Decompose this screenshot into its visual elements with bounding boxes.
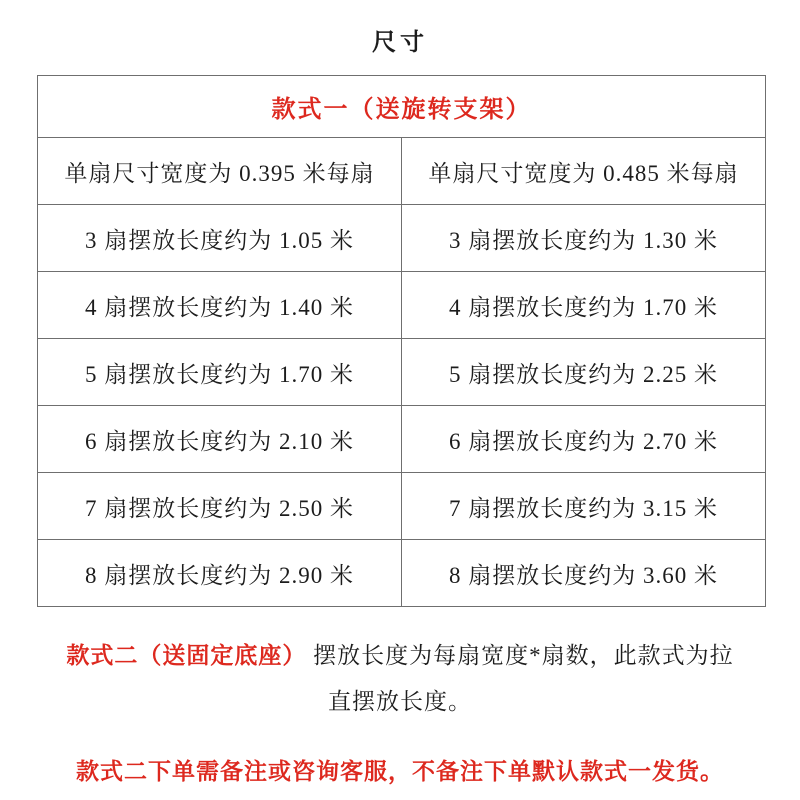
length-3-fans-left-cell: 3 扇摆放长度约为 1.05 米 <box>38 205 402 272</box>
table-row <box>38 540 766 607</box>
length-5-fans-left-cell: 5 扇摆放长度约为 1.70 米 <box>38 339 402 406</box>
table-row <box>38 138 766 205</box>
table-row <box>38 272 766 339</box>
table-row <box>38 205 766 272</box>
style-one-header: 款式一（送旋转支架） <box>38 76 766 138</box>
page-title: 尺寸 <box>372 30 428 56</box>
length-6-fans-left-cell: 6 扇摆放长度约为 2.10 米 <box>38 406 402 473</box>
length-5-fans-right-cell: 5 扇摆放长度约为 2.25 米 <box>402 339 766 406</box>
style-two-label: 款式二（送固定底座） <box>66 643 307 668</box>
length-4-fans-right-cell: 4 扇摆放长度约为 1.70 米 <box>402 272 766 339</box>
length-8-fans-right-cell: 8 扇摆放长度约为 3.60 米 <box>402 540 766 607</box>
table-row <box>38 406 766 473</box>
length-3-fans-right-cell: 3 扇摆放长度约为 1.30 米 <box>402 205 766 272</box>
fan-width-right-cell: 单扇尺寸宽度为 0.485 米每扇 <box>402 138 766 205</box>
size-table <box>37 75 766 607</box>
length-6-fans-right-cell: 6 扇摆放长度约为 2.70 米 <box>402 406 766 473</box>
style-two-note-text1: 摆放长度为每扇宽度*扇数，此款式为拉 <box>313 643 734 668</box>
style-two-note-text2: 直摆放长度。 <box>328 689 472 714</box>
length-8-fans-left-cell: 8 扇摆放长度约为 2.90 米 <box>38 540 402 607</box>
fan-width-left-cell: 单扇尺寸宽度为 0.395 米每扇 <box>38 138 402 205</box>
table-row <box>38 473 766 540</box>
table-row <box>38 339 766 406</box>
style-two-note <box>50 633 750 725</box>
order-remark-warning: 款式二下单需备注或咨询客服，不备注下单默认款式一发货。 <box>76 759 724 784</box>
length-7-fans-right-cell: 7 扇摆放长度约为 3.15 米 <box>402 473 766 540</box>
table-header-row <box>38 76 766 138</box>
style-two-note-line1 <box>50 633 750 679</box>
length-7-fans-left-cell: 7 扇摆放长度约为 2.50 米 <box>38 473 402 540</box>
length-4-fans-left-cell: 4 扇摆放长度约为 1.40 米 <box>38 272 402 339</box>
